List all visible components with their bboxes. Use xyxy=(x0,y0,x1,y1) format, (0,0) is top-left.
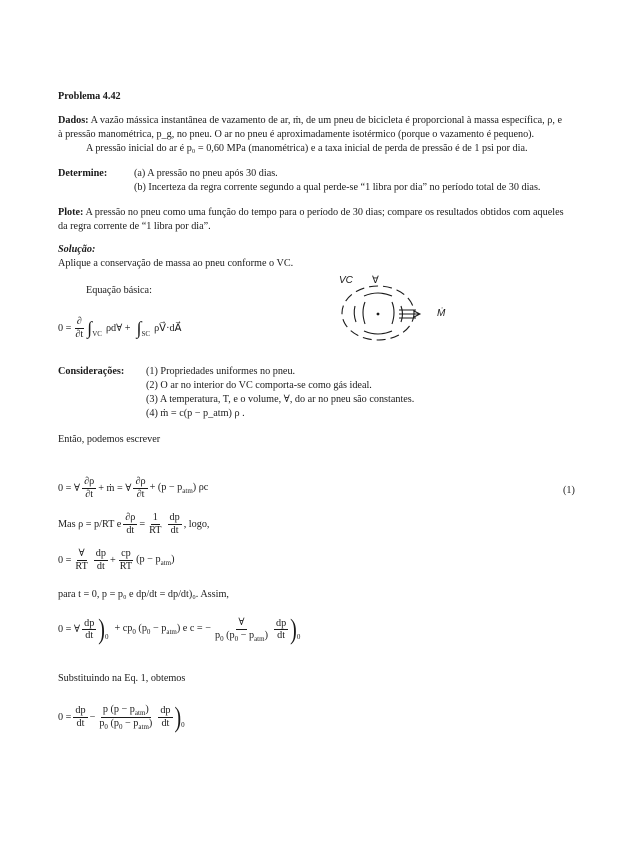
mas-line: Mas ρ = p/RT e $\frac{\partial\rho}{dt}$ = $\frac{1}{RT}$ $\frac{dp}{dt}$ , logo, xyxy=(58,512,210,536)
diagram-label-vc: VC xyxy=(339,275,353,286)
plote-label: Plote: xyxy=(58,207,84,218)
solucao-label: Solução: xyxy=(58,244,96,255)
consideracao-4: (4) ṁ = c(p − p_atm) ρ . xyxy=(146,408,245,419)
mas-text: Mas ρ = p/RT e xyxy=(58,518,122,530)
plote-line-2: da regra corrente de “1 libra por dia”. xyxy=(58,221,211,232)
plote-text-1: A pressão no pneu como uma função do tempo para o período de 30 dias; compare os resultados obtidos com aqueles xyxy=(85,207,564,218)
dados-line-1 xyxy=(58,115,562,126)
equacao-basica-label: Equação básica: xyxy=(86,285,152,296)
solucao-intro: Aplique a conservação de massa ao pneu conforme o VC. xyxy=(58,258,294,269)
para-text: para t = 0, p = p₀ e dp/dt = dp/dt)₀. Assim, xyxy=(58,589,229,600)
plote-line-1 xyxy=(58,207,564,218)
determine-label: Determine: xyxy=(58,168,108,179)
consideracoes-label: Considerações: xyxy=(58,366,125,377)
basic-equation: 0 = $\frac{\partial}{\partial t}$ ∫ $_{VC}$ ρd∀ + ∫ $_{SC}$ ρV⃗·dA⃗ xyxy=(58,316,182,340)
determine-a: (a) A pressão no pneu após 30 dias. xyxy=(134,168,278,179)
dados-text-1: A vazão mássica instantânea de vazamento de ar, ṁ, de um pneu de bicicleta é proporcional à massa específica, ρ, e xyxy=(90,115,562,126)
equation-4: 0 = $\frac{dp}{dt}$ − $\frac{p (p - p_{atm})}{p_0 (p_0 - p_{atm})}$ $\frac{dp}{dt}$ ) $_0$ xyxy=(58,702,185,733)
dados-label: Dados: xyxy=(58,115,89,126)
dados-line-2: à pressão manométrica, p_g, no pneu. O ar no pneu é aproximadamente isotérmico (porque o vazamento é pequeno). xyxy=(58,129,535,140)
consideracao-1: (1) Propriedades uniformes no pneu. xyxy=(146,366,296,377)
entao-text: Então, podemos escrever xyxy=(58,434,161,445)
equation-3: 0 = ∀ $\frac{dp}{dt}$ ) $_0$ + $cp_0$ $(p_0 - p_{atm})$ e c = − $\frac{\forall}{p_0 (p_0 - p_{atm})}$ $\frac{dp}{dt}$ ) $_0$ xyxy=(58,614,301,646)
problem-title: Problema 4.42 xyxy=(58,91,121,102)
diagram-label-mdot: Ṁ xyxy=(437,308,446,319)
logo-text: , logo, xyxy=(183,518,210,530)
equation-2: 0 = $\frac{\forall}{RT}$ $\frac{dp}{dt}$ + $\frac{cp}{RT}$ $(p - p_{atm})$ xyxy=(58,548,175,572)
determine-b: (b) Incerteza da regra corrente segundo a qual perde-se “1 libra por dia” no período total de 30 dias. xyxy=(134,182,541,193)
consideracao-2: (2) O ar no interior do VC comporta-se como gás ideal. xyxy=(146,380,372,391)
equation-1: 0 = ∀ $\frac{\partial\rho}{\partial t}$ + ṁ = ∀ $\frac{\partial\rho}{\partial t}$ + $(p - p_{atm})$ ρc xyxy=(58,476,209,500)
equation-number: (1) xyxy=(563,485,575,496)
diagram-label-volume: ∀ xyxy=(372,275,379,286)
center-dot xyxy=(377,313,380,316)
subst-text: Substituindo na Eq. 1, obtemos xyxy=(58,673,186,684)
dados-line-3: A pressão inicial do ar é p₀ = 0,60 MPa (manométrica) e a taxa inicial de perda de pressão é de 1 psi por dia. xyxy=(86,143,528,154)
consideracao-3: (3) A temperatura, T, e o volume, ∀, do ar no pneu são constantes. xyxy=(146,394,415,405)
